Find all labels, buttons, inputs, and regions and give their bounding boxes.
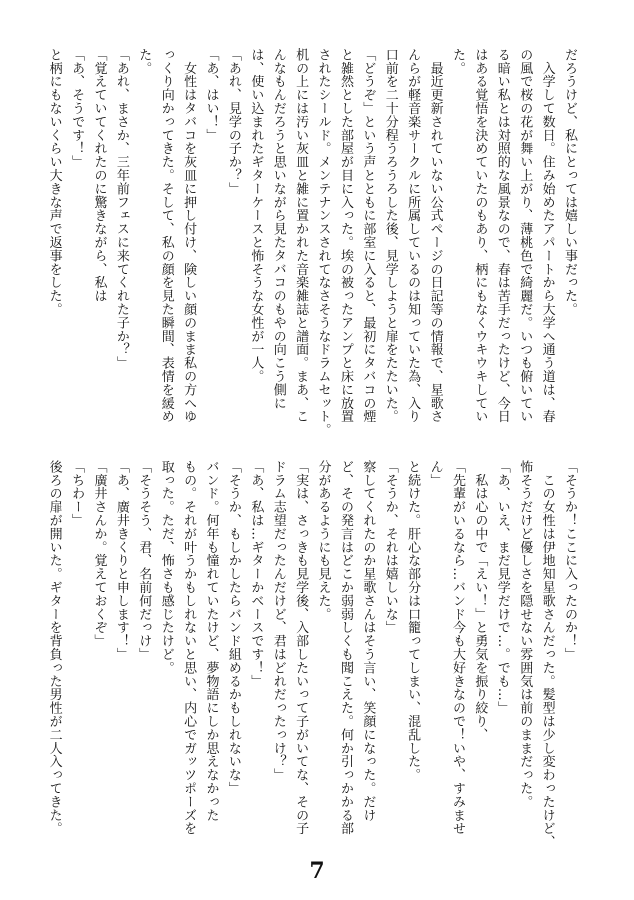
text-line: 「実は、さっきも見学後、入部したいって子がいてな、その子	[293, 460, 309, 836]
text-line: 「あれ、見学の子か？」	[225, 48, 241, 196]
text-line: 「覚えていてくれたのに驚きながら、私は	[91, 48, 107, 303]
text-line: る暗い私とは対照的な風景なので、春は苦手だったけど、今日	[494, 48, 510, 424]
text-line: 「あ、そうです！」	[69, 48, 85, 169]
text-line: だろうけど、私にとっては嬉しい事だった。	[562, 48, 577, 316]
text-line: 「あ、私は…ギターかベースです！」	[248, 460, 264, 688]
text-line: 「どうぞ」という声とともに部室に入ると、最初にタバコの煙	[360, 48, 376, 424]
text-line: 最近更新されていない公式ページの日記等の情報で、星歌さ	[427, 48, 443, 424]
text-line: た。	[449, 48, 465, 75]
text-line: んらが軽音楽サークルに所属しているのは知っていた為、入り	[405, 48, 421, 424]
text-line: 女性はタバコを灰皿に押し付け、険しい顔のまま私の方へゆ	[181, 48, 197, 424]
text-line: 「あ、はい！」	[203, 48, 219, 142]
text-line: されたシールド。メンテナンスされてなさそうなドラムセット。	[315, 48, 331, 437]
text-line: ど、その発言はどこか弱弱しくも聞こえた。何か引っかかる部	[337, 460, 353, 836]
text-line: っくり向かってきた。そして、私の顔を見た瞬間、表情を緩め	[158, 48, 174, 424]
text-line: 「そうそう、君、名前何だっけ」	[136, 460, 152, 661]
text-line: 入学して数日。住み始めたアパートから大学へ通う道は、春	[539, 48, 555, 424]
text-line: の風で桜の花が舞い上がり、薄桃色で綺麗だ。いつも俯いてい	[517, 48, 533, 424]
page-number: 7	[309, 858, 325, 884]
text-line: と雑然とした部屋が目に入った。埃の被ったアンプと床に放置	[337, 48, 353, 424]
text-line: 「あ、いえ、まだ見学だけで…。でも…」	[494, 460, 510, 715]
text-line: と柄にもないくらい大きな声で返事をした。	[46, 48, 62, 316]
text-block-lower	[46, 460, 580, 849]
text-line: 取った。ただ、怖さも感じたけど。	[158, 460, 174, 675]
text-line: た。	[136, 48, 152, 75]
text-line: 怖そうだけど優しさを隠せない雰囲気は前のままだった。	[517, 460, 533, 809]
text-line: ドラム志望だったんだけど、君はどれだったっけ？」	[270, 460, 286, 782]
text-line: 察してくれたのか星歌さんはそう言い、笑顔になった。だけ	[360, 460, 376, 822]
text-line: この女性は伊地知星歌さんだった。髪型は少し変わったけど、	[539, 460, 555, 849]
text-line: はある覚悟を決めていたのもあり、柄にもなくウキウキしてい	[472, 48, 488, 424]
text-line: 「先輩がいるなら…バンド今も大好きなので！いや、すみませ	[449, 460, 465, 836]
text-line: 机の上には汚い灰皿と雑に置かれた音楽雑誌と譜面。まあ、こ	[293, 48, 309, 424]
text-line: 「ちわー」	[69, 460, 85, 527]
text-line: は、使い込まれたギターケースと怖そうな女性が一人。	[248, 48, 264, 383]
text-line: 私は心の中で「えい！」と勇気を振り絞り、	[472, 460, 488, 742]
text-line: 「あれ、まさか、三年前フェスに来てくれた子か？」	[113, 48, 129, 370]
text-line: 後ろの扉が開いた。ギターを背負った男性が二人入ってきた。	[46, 460, 62, 836]
text-line: ん」	[427, 460, 443, 487]
text-line: もの。それが叶うかもしれないと思い、内心でガッツポーズを	[181, 460, 197, 836]
text-line: 「あ、廣井きくりと申します！」	[113, 460, 129, 661]
text-line: 口前を二十分程うろうろした後、見学しようと扉をたたいた。	[382, 48, 398, 424]
text-line: 「そうか、もしかしたらバンド組めるかもしれないな」	[225, 460, 241, 795]
text-line: 「そうか！ここに入ったのか！」	[562, 460, 577, 661]
text-line: と続けた。肝心な部分は口籠ってしまい、混乱した。	[405, 460, 421, 782]
text-line: 分があるようにも見えた。	[315, 460, 331, 621]
text-line: んなもんだろうと思いながら見たタバコのもやの向こう側に	[270, 48, 286, 410]
text-line: バンド。何年も憧れていたけど、夢物語にしか思えなかった	[203, 460, 219, 822]
text-line: 「そうか、それは嬉しいな」	[382, 460, 398, 635]
text-block-upper	[46, 48, 580, 437]
text-line: 「廣井さんか。覚えておくぞ」	[91, 460, 107, 648]
